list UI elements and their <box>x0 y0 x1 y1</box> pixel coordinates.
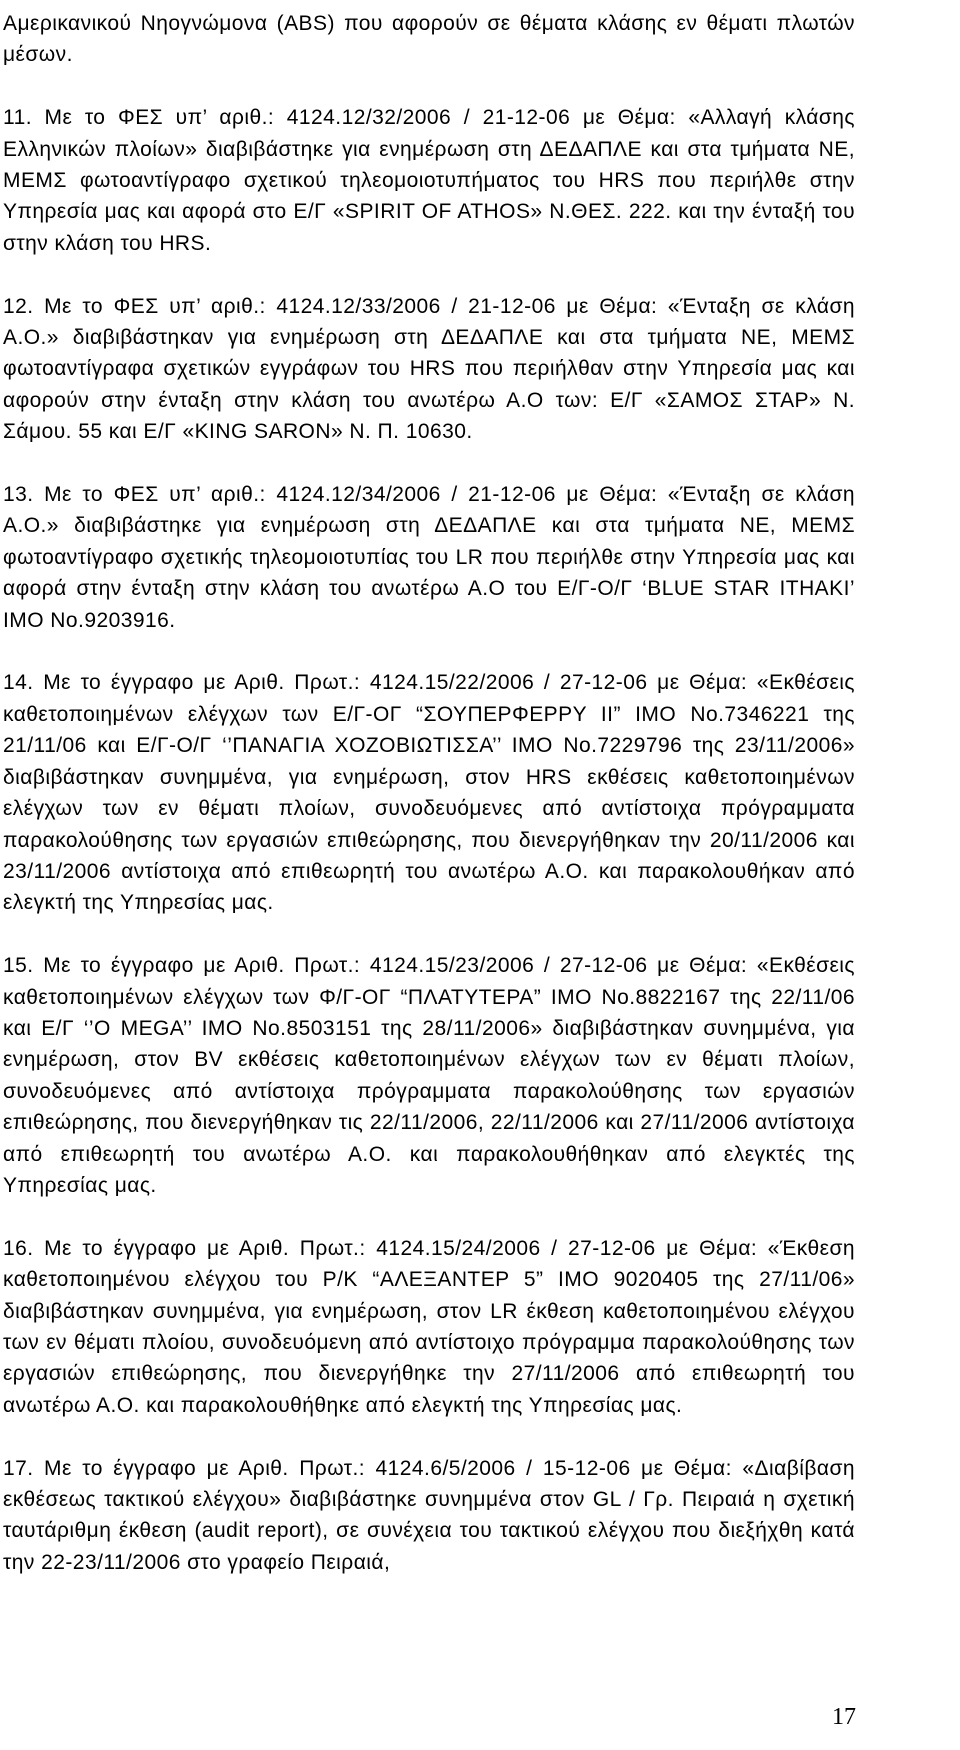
paragraph-item-13: 13. Με το ΦΕΣ υπ’ αριθ.: 4124.12/34/2006 / 21-12-06 με Θέμα: «Ένταξη σε κλάση Α.Ο.» διαβιβάστηκε για ενημέρωση στη ΔΕΔΑΠΛΕ και στα τμήματα ΝΕ, ΜΕΜΣ φωτοαντίγραφο σχετικής τηλεομοιοτυπίας του LR που περιήλθε στην Υπηρεσία μας και αφορά στην ένταξη στην κλάση του ανωτέρω Α.Ο του Ε/Γ-Ο/Γ ‘BLUE STAR ITHAKI’ IMO No.9203916. <box>3 483 855 632</box>
paragraph-item-15: 15. Με το έγγραφο με Αριθ. Πρωτ.: 4124.15/23/2006 / 27-12-06 με Θέμα: «Εκθέσεις καθετοποιημένων ελέγχων των Φ/Γ-ΟΓ “ΠΛΑΤΥΤΕΡΑ” ΙΜΟ No.8822167 της 22/11/06 και Ε/Γ ‘’O MEGA’’ IMO No.8503151 της 28/11/2006» διαβιβάστηκαν συνημμένα, για ενημέρωση, στον BV εκθέσεις καθετοποιημένων ελέγχων των εν θέματι πλοίων, συνοδευόμενες από αντίστοιχα πρόγραμματα παρακολούθησης των εργασιών επιθεώρησης, που διενεργήθηκαν τις 22/11/2006, 22/11/2006 και 27/11/2006 αντίστοιχα από επιθεωρητή του ανωτέρω Α.Ο. και παρακολουθήθηκαν από ελεγκτές της Υπηρεσίας μας. <box>3 954 855 1197</box>
page-number: 17 <box>832 1704 856 1730</box>
paragraph-item-12: 12. Με το ΦΕΣ υπ’ αριθ.: 4124.12/33/2006 / 21-12-06 με Θέμα: «Ένταξη σε κλάση Α.Ο.» διαβιβάστηκαν για ενημέρωση στη ΔΕΔΑΠΛΕ και στα τμήματα ΝΕ, ΜΕΜΣ φωτοαντίγραφα σχετικών εγγράφων του HRS που περιήλθαν στην Υπηρεσία μας και αφορούν στην ένταξη στην κλάση του ανωτέρω Α.Ο των: Ε/Γ «ΣΑΜΟΣ ΣΤΑΡ» Ν. Σάμου. 55 και Ε/Γ «KING SARON» Ν. Π. 10630. <box>3 294 855 444</box>
paragraph-item-17: 17. Με το έγγραφο με Αριθ. Πρωτ.: 4124.6/5/2006 / 15-12-06 με Θέμα: «Διαβίβαση εκθέσεως τακτικού ελέγχου» διαβιβάστηκε συνημμένα στον GL / Γρ. Πειραιά η σχετική ταυτάριθμη έκθεση (audit report), σε συνέχεια του τακτικού ελέγχου που διεξήχθη κατά την 22-23/11/2006 στο γραφείο Πειραιά, <box>3 1456 855 1574</box>
paragraph-intro-continuation: Αμερικανικού Νηογνώμονα (ABS) που αφορούν σε θέματα κλάσης εν θέματι πλωτών μέσων. <box>3 12 855 67</box>
document-body <box>3 8 855 1578</box>
paragraph-item-14: 14. Με το έγγραφο με Αριθ. Πρωτ.: 4124.15/22/2006 / 27-12-06 με Θέμα: «Εκθέσεις καθετοποιημένων ελέγχων των Ε/Γ-ΟΓ “ΣΟΥΠΕΡΦΕΡΡΥ ΙΙ” ΙΜΟ No.7346221 της 21/11/06 και Ε/Γ-Ο/Γ ‘’ΠΑΝΑΓΙΑ ΧΟΖΟΒΙΩΤΙΣΣΑ’’ ΙΜΟ No.7229796 της 23/11/2006» διαβιβάστηκαν συνημμένα, για ενημέρωση, στον HRS εκθέσεις καθετοποιημένων ελέγχων των εν θέματι πλοίων, συνοδευόμενες από αντίστοιχα πρόγραμματα παρακολούθησης των εργασιών επιθεώρησης, που διενεργήθηκαν την 20/11/2006 και 23/11/2006 αντίστοιχα από επιθεωρητή του ανωτέρω Α.Ο. και παρακολουθήκαν από ελεγκτή της Υπηρεσίας μας. <box>3 671 855 915</box>
paragraph-item-11: 11. Με το ΦΕΣ υπ’ αριθ.: 4124.12/32/2006 / 21-12-06 με Θέμα: «Αλλαγή κλάσης Ελληνικών πλοίων» διαβιβάστηκε για ενημέρωση στη ΔΕΔΑΠΛΕ και στα τμήματα ΝΕ, ΜΕΜΣ φωτοαντίγραφο σχετικού τηλεομοιοτυπήματος του HRS που περιήλθε στην Υπηρεσία μας και αφορά στο Ε/Γ «SPIRIT OF ATHOS» Ν.ΘΕΣ. 222. και την ένταξή του στην κλάση του HRS. <box>3 106 855 255</box>
paragraph-item-16: 16. Με το έγγραφο με Αριθ. Πρωτ.: 4124.15/24/2006 / 27-12-06 με Θέμα: «Έκθεση καθετοποιημένου ελέγχου του Ρ/Κ “ΑΛΕΞΑΝΤΕΡ 5” ΙΜΟ 9020405 της 27/11/06» διαβιβάστηκαν συνημμένα, για ενημέρωση, στον LR έκθεση καθετοποιημένου ελέγχου των εν θέματι πλοίου, συνοδευόμενη από αντίστοιχο πρόγραμμα παρακολούθησης των εργασιών επιθεώρησης, που διενεργήθηκε την 27/11/2006 από επιθεωρητή του ανωτέρω Α.Ο. και παρακολουθήθηκε από ελεγκτή της Υπηρεσίας μας. <box>3 1236 855 1417</box>
